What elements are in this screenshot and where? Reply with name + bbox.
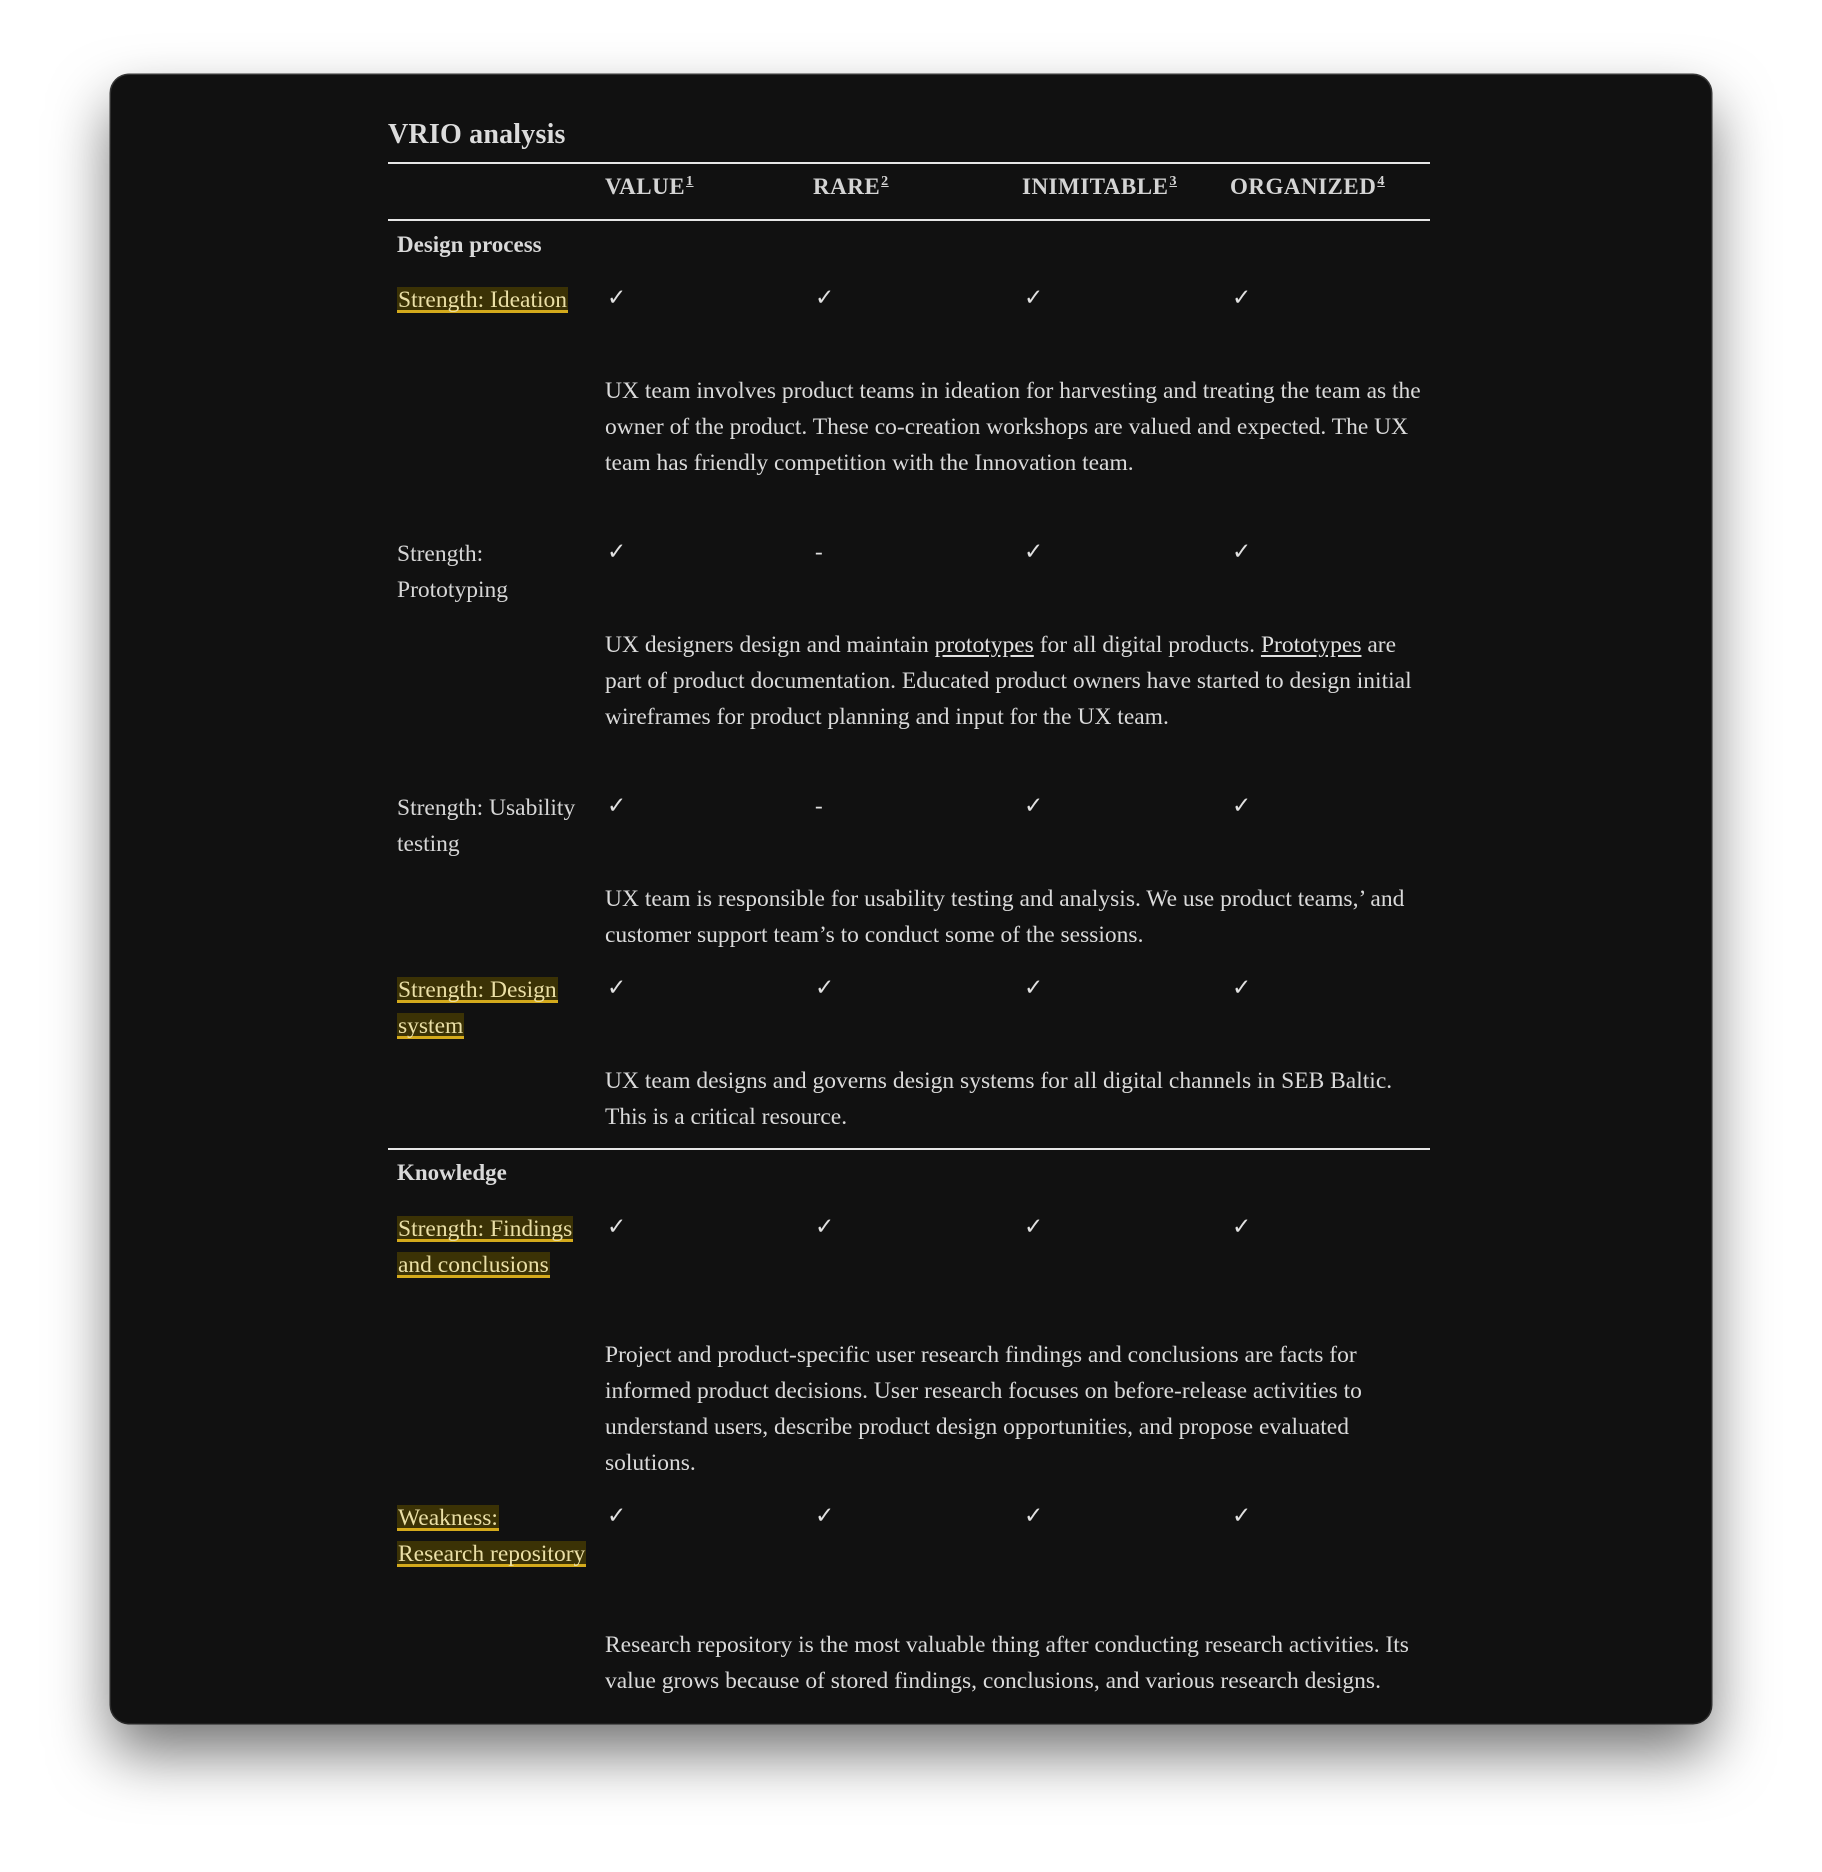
check-icon: ✓ [1232,1214,1252,1239]
check-icon: ✓ [607,539,627,564]
row-description-research-repository: Research repository is the most valuable thing after conducting research activities. Its value grows because of stored findings, conclusions, and various research designs. [605,1632,1409,1694]
row-description-prototyping: UX designers design and maintain prototypes for all digital products. Prototypes are part of product documentation. Educated product owners have started to design initial wireframes for product planning and input for the UX team. [605,632,1412,730]
check-icon: ✓ [607,285,627,310]
footnote-link-2[interactable]: 2 [881,174,889,190]
check-icon: ✓ [815,975,835,1000]
row-label-prototyping: Strength: Prototyping [397,541,508,603]
prototypes-link-2[interactable]: Prototypes [1260,632,1362,658]
row-label-usability-testing: Strength: Usability testing [397,795,576,857]
check-icon: ✓ [815,285,835,310]
section-heading-knowledge: Knowledge [397,1160,507,1185]
check-icon: ✓ [1024,539,1044,564]
check-icon: ✓ [607,1214,627,1239]
footnote-link-4[interactable]: 4 [1377,174,1385,190]
check-icon: ✓ [607,975,627,1000]
check-icon: ✓ [815,1503,835,1528]
column-header-rare: RARE$^2$ [813,174,889,199]
row-description-usability-testing: UX team is responsible for usability testing and analysis. We use product teams,’ and customer support team’s to conduct some of the sessions. [605,886,1405,948]
footnote-link-1[interactable]: 1 [686,174,694,190]
row-description-findings-and-conclusions: Project and product-specific user research findings and conclusions are facts for informed product decisions. User research focuses on before-release activities to understand users, describe product design opportunities, and propose evaluated solutions. [605,1342,1362,1476]
column-header-organized: ORGANIZED$^4$ [1230,174,1385,199]
check-icon: ✓ [1232,975,1252,1000]
check-icon: ✓ [1024,1214,1044,1239]
row-label-findings-and-conclusions[interactable]: Strength: Findings and conclusions [398,1216,573,1278]
row-description-design-system: UX team designs and governs design systems for all digital channels in SEB Baltic. This is a critical resource. [605,1068,1393,1130]
page-title: VRIO analysis [388,119,566,150]
check-icon: ✓ [1232,1503,1252,1528]
row-label-ideation[interactable]: Strength: Ideation [398,287,568,313]
footnote-link-3[interactable]: 3 [1169,174,1177,190]
section-divider [388,1148,1430,1150]
dash-icon: - [815,539,823,564]
check-icon: ✓ [1024,1503,1044,1528]
row-label-research-repository[interactable]: Weakness: Research repository [398,1505,586,1567]
column-header-inimitable: INIMITABLE$^3$ [1022,174,1177,199]
section-heading-design-process: Design process [397,232,542,257]
check-icon: ✓ [1024,793,1044,818]
column-header-value: VALUE$^1$ [605,174,694,199]
check-icon: ✓ [607,1503,627,1528]
check-icon: ✓ [1232,539,1252,564]
check-icon: ✓ [607,793,627,818]
document-window [111,75,1711,1723]
header-top-rule [388,162,1430,164]
prototypes-link[interactable]: prototypes [934,632,1034,658]
check-icon: ✓ [1024,975,1044,1000]
check-icon: ✓ [815,1214,835,1239]
check-icon: ✓ [1232,285,1252,310]
row-description-ideation: UX team involves product teams in ideation for harvesting and treating the team as the owner of the product. These co-creation workshops are valued and expected. The UX team has friendly competition with the Innovation team. [605,378,1421,476]
check-icon: ✓ [1024,285,1044,310]
header-bottom-rule [388,219,1430,221]
row-label-design-system[interactable]: Strength: Design system [398,977,557,1039]
dash-icon: - [815,793,823,818]
check-icon: ✓ [1232,793,1252,818]
